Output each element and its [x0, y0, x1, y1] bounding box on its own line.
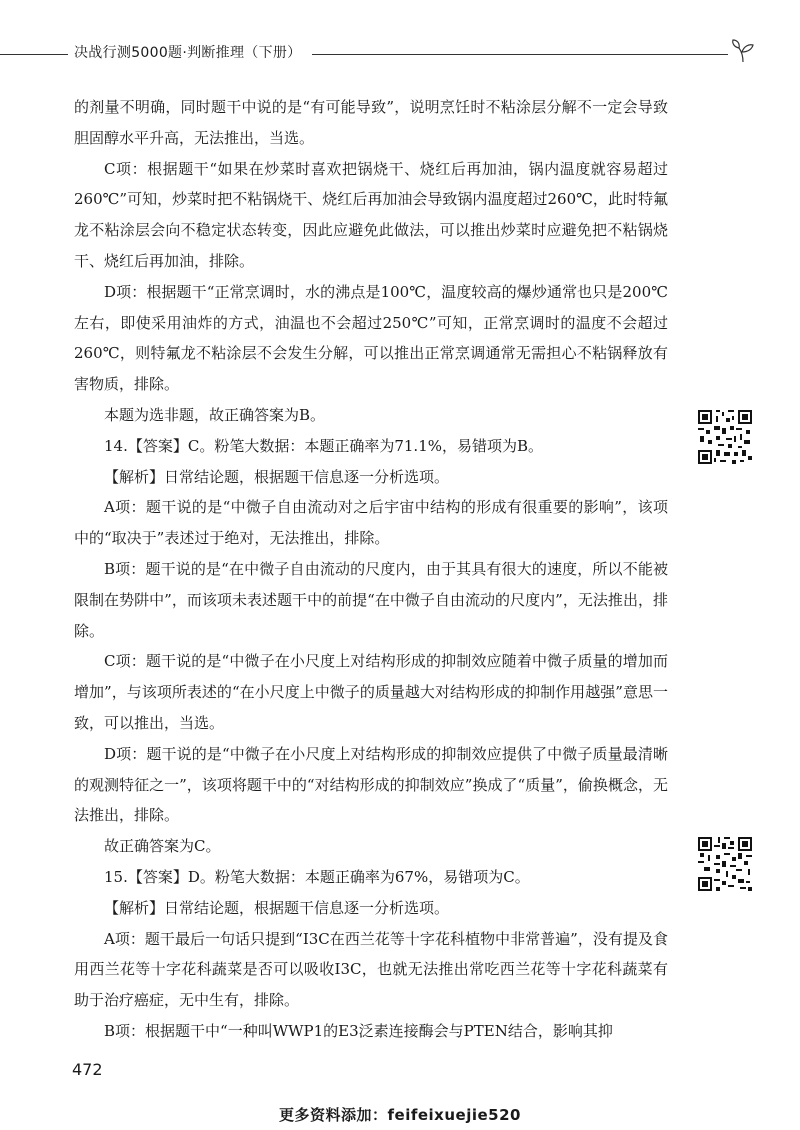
answer-heading-15: 15.【答案】D。粉笔大数据：本题正确率为67%，易错项为C。 [104, 867, 530, 886]
sprout-leaf-icon [730, 38, 756, 64]
analysis-heading: 【解析】日常结论题，根据题干信息逐一分析选项。 [104, 898, 450, 917]
footer-note: 更多资料添加：feifeixuejie520 [279, 1106, 521, 1124]
paragraph: A项：题干最后一句话只提到“I3C在西兰花等十字花科植物中非常普遍”，没有提及食用西兰花等十字花科蔬菜是否可以吸收I3C，也就无法推出常吃西兰花等十字花科蔬菜有助于治疗癌症，无中生有，排除。 [74, 929, 668, 1010]
header-rule-left [0, 54, 68, 55]
book-title: 决战行测5000题·判断推理（下册） [74, 45, 302, 61]
paragraph: 的剂量不明确，同时题干中说的是“有可能导致”，说明烹饪时不粘涂层分解不一定会导致胆固醇水平升高，无法推出，当选。 [74, 98, 668, 147]
answer-explanations [74, 92, 668, 1047]
paragraph: A项：题干说的是“中微子自由流动对之后宇宙中结构的形成有很重要的影响”，该项中的“取决于”表述过于绝对，无法推出，排除。 [74, 498, 668, 548]
paragraph: 故正确答案为C。 [104, 837, 221, 856]
page-number: 472 [72, 1060, 103, 1079]
paragraph: D项：题干说的是“中微子在小尺度上对结构形成的抑制效应提供了中微子质量最清晰的观测特征之一”，该项将题干中的“对结构形成的抑制效应”换成了“质量”，偷换概念，无法推出，排除。 [74, 744, 668, 825]
paragraph: C项：根据题干“如果在炒菜时喜欢把锅烧干、烧红后再加油，锅内温度就容易超过260℃”可知，炒菜时把不粘锅烧干、烧红后再加油会导致锅内温度超过260℃，此时特氟龙不粘涂层会向不稳定状态转变，因此应避免此做法，可以推出炒菜时应避免把不粘锅烧干、烧红后再加油，排除。 [74, 159, 668, 270]
paragraph: D项：根据题干“正常烹调时，水的沸点是100℃，温度较高的爆炒通常也只是200℃左右，即使采用油炸的方式，油温也不会超过250℃”可知，正常烹调时的温度不会超过260℃，则特氟龙不粘涂层不会发生分解，可以推出正常烹调通常无需担心不粘锅释放有害物质，排除。 [74, 282, 668, 394]
header-rule-right [312, 54, 728, 55]
answer-heading-14: 14.【答案】C。粉笔大数据：本题正确率为71.1%，易错项为B。 [104, 436, 544, 455]
qr-code-icon[interactable] [696, 408, 754, 466]
qr-code-icon[interactable] [696, 835, 754, 893]
paragraph: B项：题干说的是“在中微子自由流动的尺度内，由于其具有很大的速度，所以不能被限制在势阱中”，而该项未表述题干中的前提“在中微子自由流动的尺度内”，无法推出，排除。 [74, 559, 668, 640]
paragraph: 本题为选非题，故正确答案为B。 [104, 405, 326, 424]
analysis-heading: 【解析】日常结论题，根据题干信息逐一分析选项。 [104, 467, 450, 486]
running-header [0, 40, 800, 66]
paragraph: B项：根据题干中“一种叫WWP1的E3泛素连接酶会与PTEN结合，影响其抑 [104, 1021, 613, 1040]
paragraph: C项：题干说的是“中微子在小尺度上对结构形成的抑制效应随着中微子质量的增加而增加”，与该项所表述的“在小尺度上中微子的质量越大对结构形成的抑制作用越强”意思一致，可以推出，当选。 [74, 652, 668, 732]
